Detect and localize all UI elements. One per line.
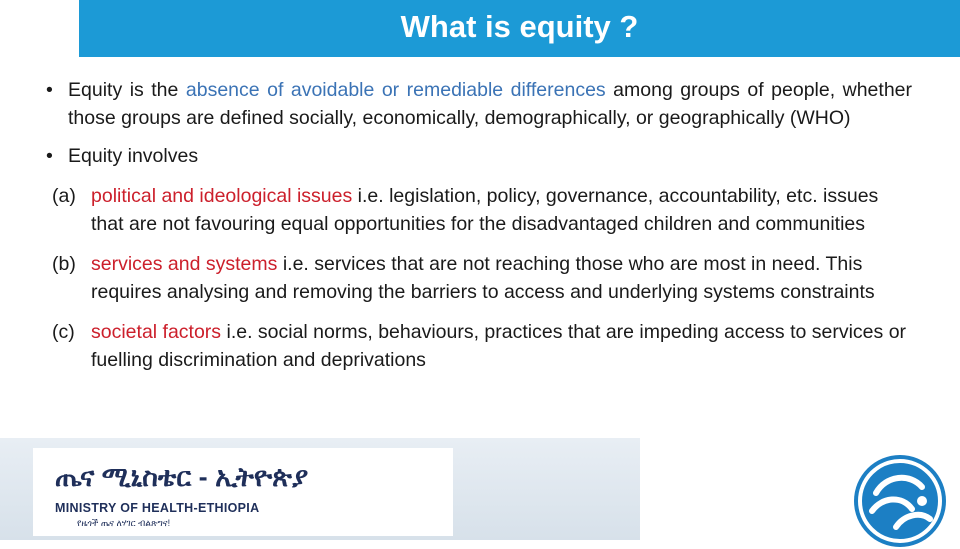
- bullet-text: Equity is the: [68, 79, 186, 101]
- bullet-text: among groups of people, whether those groups are defined socially, economically, demographically, or geographically (WHO): [68, 79, 913, 129]
- list-item-b: [46, 250, 912, 306]
- list-item-a: [46, 182, 912, 238]
- ministry-logo: [33, 448, 453, 536]
- bullet-definition: [46, 76, 912, 132]
- item-text: i.e. social norms, behaviours, practices that are impeding access to services or fuelling discrimination and deprivations: [91, 321, 907, 371]
- item-marker: (b): [52, 253, 76, 275]
- bullet-text: Equity involves: [68, 145, 199, 167]
- slide-title: What is equity ?: [400, 9, 639, 44]
- item-highlight: services and systems: [91, 253, 278, 275]
- ministry-slogan: የዜጎች ጤና ለሃገር ብልጽግና!: [77, 518, 171, 528]
- item-marker: (c): [52, 321, 75, 343]
- list-item-c: [46, 318, 912, 374]
- bullet-highlight: absence of avoidable or remediable differences: [185, 79, 606, 101]
- ministry-emblem-icon: [852, 453, 948, 549]
- item-text: i.e. legislation, policy, governance, accountability, etc. issues that are not favouring equal opportunities for the disadvantaged children and communities: [91, 185, 879, 235]
- item-marker: (a): [52, 185, 76, 207]
- bullet-involves: [46, 142, 912, 170]
- item-highlight: political and ideological issues: [91, 185, 353, 207]
- ministry-name-amharic: ጤና ሚኒስቴር - ኢትዮጵያ: [55, 462, 309, 492]
- ministry-name: MINISTRY OF HEALTH-ETHIOPIA: [55, 501, 260, 515]
- slide-content: [46, 76, 912, 374]
- item-text: i.e. services that are not reaching those who are most in need. This requires analysing and removing the barriers to access and underlying systems constraints: [91, 253, 875, 303]
- title-bar: [79, 0, 960, 57]
- footer: [0, 438, 960, 540]
- bullet-dot: •: [46, 79, 53, 101]
- item-highlight: societal factors: [91, 321, 222, 343]
- bullet-dot: •: [46, 145, 53, 167]
